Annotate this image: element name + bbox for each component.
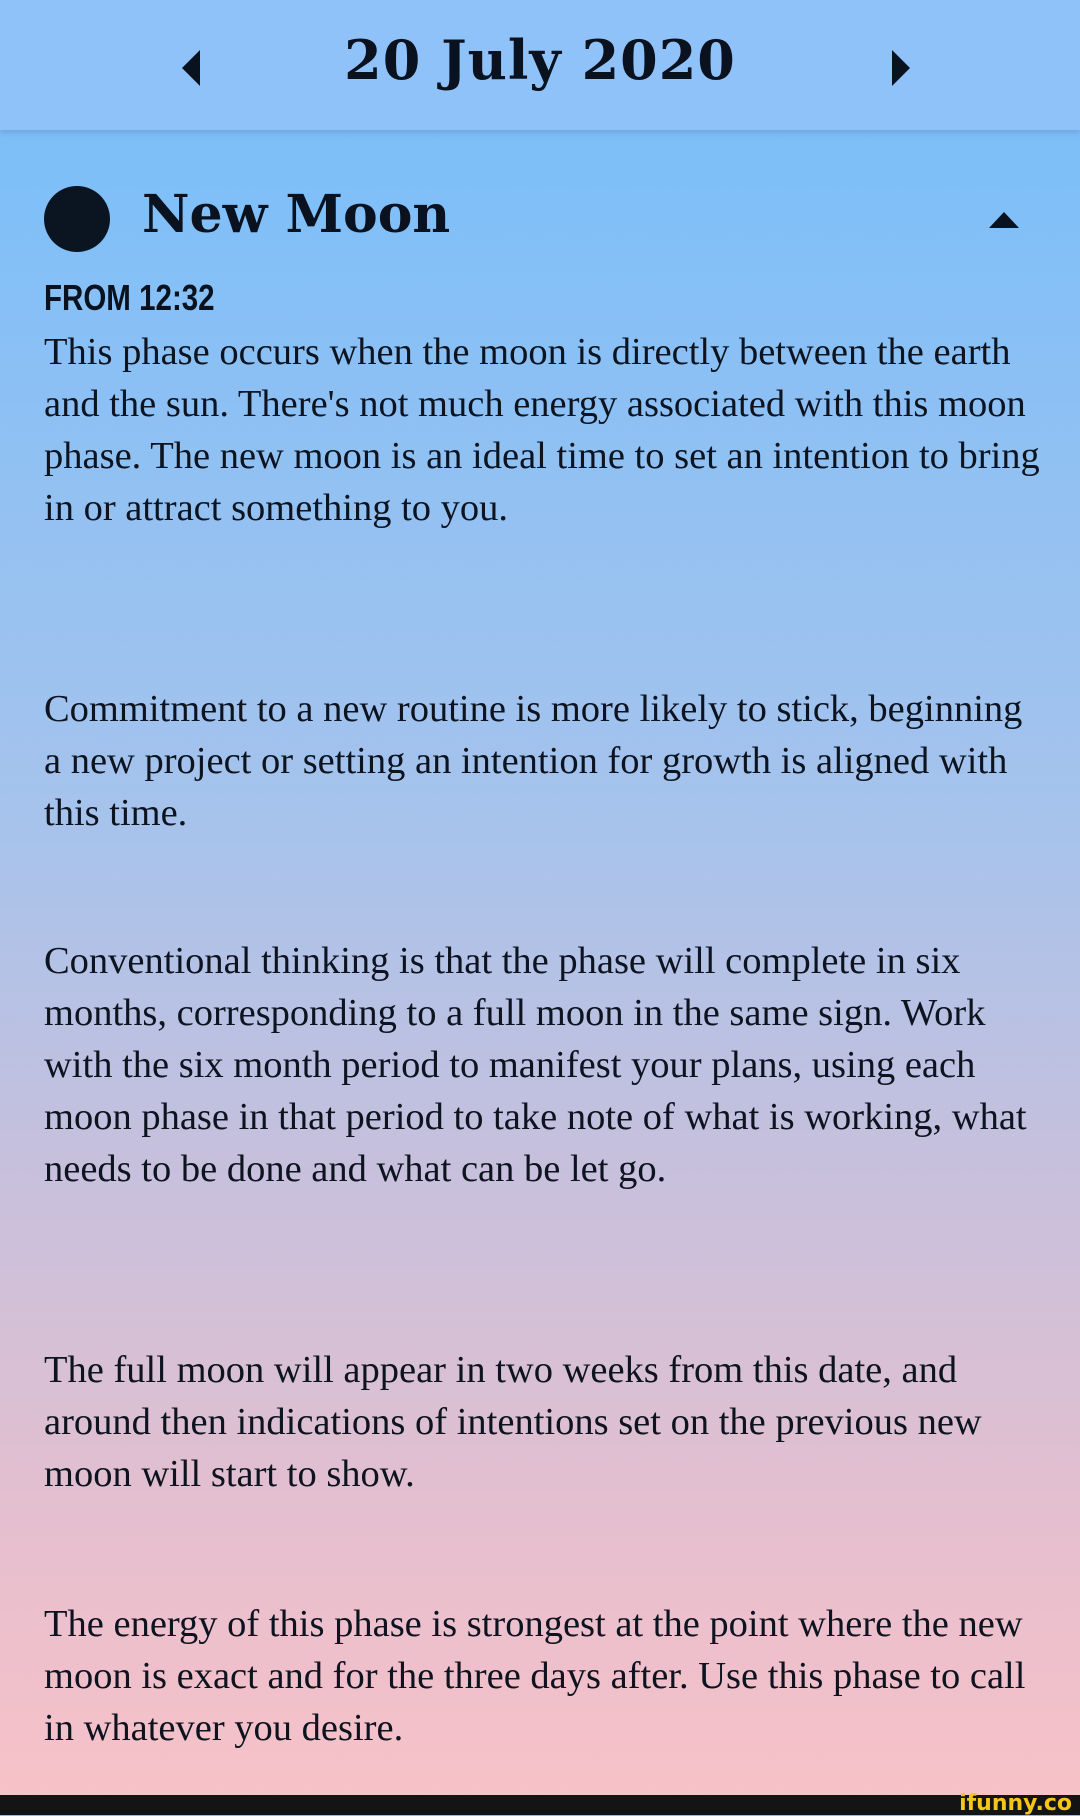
watermark: ifunny.co: [959, 1791, 1072, 1816]
description-paragraph: The full moon will appear in two weeks from this date, and around then indications of intentions set on the previous new moon will start to show.: [44, 1349, 982, 1495]
caret-up-icon: [984, 204, 1024, 234]
description-paragraph: The energy of this phase is strongest at the point where the new moon is exact and for the three days after. Use this phase to call in whatever you desire.: [44, 1603, 1026, 1749]
new-moon-icon: [44, 186, 110, 252]
previous-day-button[interactable]: [170, 44, 218, 92]
caret-left-icon: [170, 44, 218, 92]
moon-phase-header[interactable]: [0, 180, 1080, 260]
date-header: [0, 0, 1080, 130]
date-title: 20 July 2020: [344, 28, 736, 92]
caret-right-icon: [874, 44, 922, 92]
phase-title: New Moon: [142, 184, 451, 245]
footer-bar: [0, 1791, 1080, 1816]
description-paragraph: Commitment to a new routine is more likely to stick, beginning a new project or setting an intention for growth is aligned with this time.: [44, 688, 1023, 834]
description-paragraph: Conventional thinking is that the phase will complete in six months, corresponding to a full moon in the same sign. Work with the six month period to manifest your plans, using each moon phase in that period to take note of what is working, what needs to be done and what can be let go.: [44, 940, 1027, 1190]
phase-start-time: FROM 12:32: [44, 277, 215, 318]
next-day-button[interactable]: [874, 44, 922, 92]
description-paragraph: This phase occurs when the moon is directly between the earth and the sun. There's not much energy associated with this moon phase. The new moon is an ideal time to set an intention to bring in or attract something to you.: [44, 331, 1040, 529]
collapse-toggle-button[interactable]: [984, 204, 1024, 234]
